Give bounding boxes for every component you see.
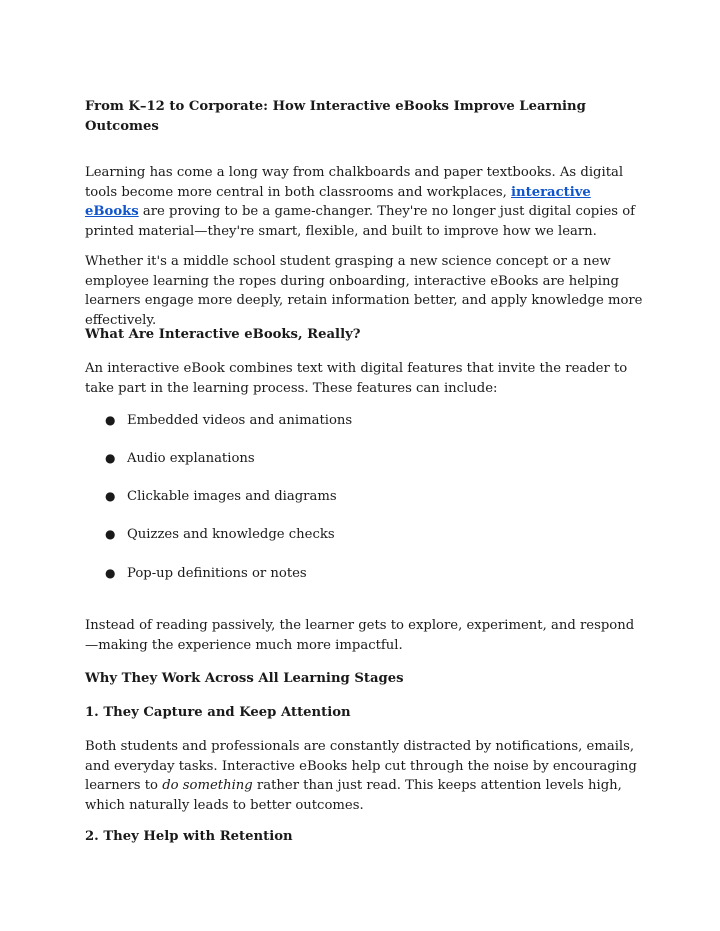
bullet-icon: ● xyxy=(105,527,116,541)
list-item-text: Clickable images and diagrams xyxy=(127,489,337,504)
document-title: From K–12 to Corporate: How Interactive eBooks Improve Learning Outcomes xyxy=(85,99,586,134)
intro-text-after-link: are proving to be a game-changer. They're no longer just digital copies of printed material—they're smart, flexible, and built to improve how we learn. xyxy=(85,204,636,239)
heading-why-they-work: Why They Work Across All Learning Stages xyxy=(85,671,404,686)
intro-text-before-link: Learning has come a long way from chalkboards and paper textbooks. As digital tools become more central in both classrooms and workplaces, xyxy=(85,165,624,200)
paragraph-combines: An interactive eBook combines text with digital features that invite the reader to take part in the learning process. These features can include: xyxy=(85,361,628,396)
list-item-text: Embedded videos and animations xyxy=(127,413,353,428)
bullet-icon: ● xyxy=(105,566,116,580)
heading-retention: 2. They Help with Retention xyxy=(85,829,293,844)
heading-capture-attention: 1. They Capture and Keep Attention xyxy=(85,705,351,720)
emphasis-do-something: do something xyxy=(162,778,253,793)
paragraph-whether: Whether it's a middle school student grasping a new science concept or a new employee learning the ropes during onboarding, interactive eBooks are helping learners engage more deeply, retain information better, and apply knowledge more effectively. xyxy=(85,254,643,328)
bullet-icon: ● xyxy=(105,413,116,427)
para5-text-after-em: rather than just read. This keeps attention levels high, which naturally leads to better outcomes. xyxy=(85,778,622,813)
interactive-ebooks-link[interactable]: interactive eBooks xyxy=(85,184,591,219)
intro-paragraph xyxy=(85,163,645,241)
paragraph-instead: Instead of reading passively, the learner gets to explore, experiment, and respond—making the experience much more impactful. xyxy=(85,618,635,653)
list-item-text: Quizzes and knowledge checks xyxy=(127,527,335,542)
list-item-text: Pop-up definitions or notes xyxy=(127,566,307,581)
heading-what-are-interactive-ebooks: What Are Interactive eBooks, Really? xyxy=(85,327,361,342)
paragraph-distracted xyxy=(85,737,645,815)
bullet-icon: ● xyxy=(105,489,116,503)
bullet-icon: ● xyxy=(105,451,116,465)
list-item-text: Audio explanations xyxy=(127,451,255,466)
para5-text-before-em: Both students and professionals are constantly distracted by notifications, emails, and everyday tasks. Interactive eBooks help cut through the noise by encouraging learners to xyxy=(85,739,637,793)
